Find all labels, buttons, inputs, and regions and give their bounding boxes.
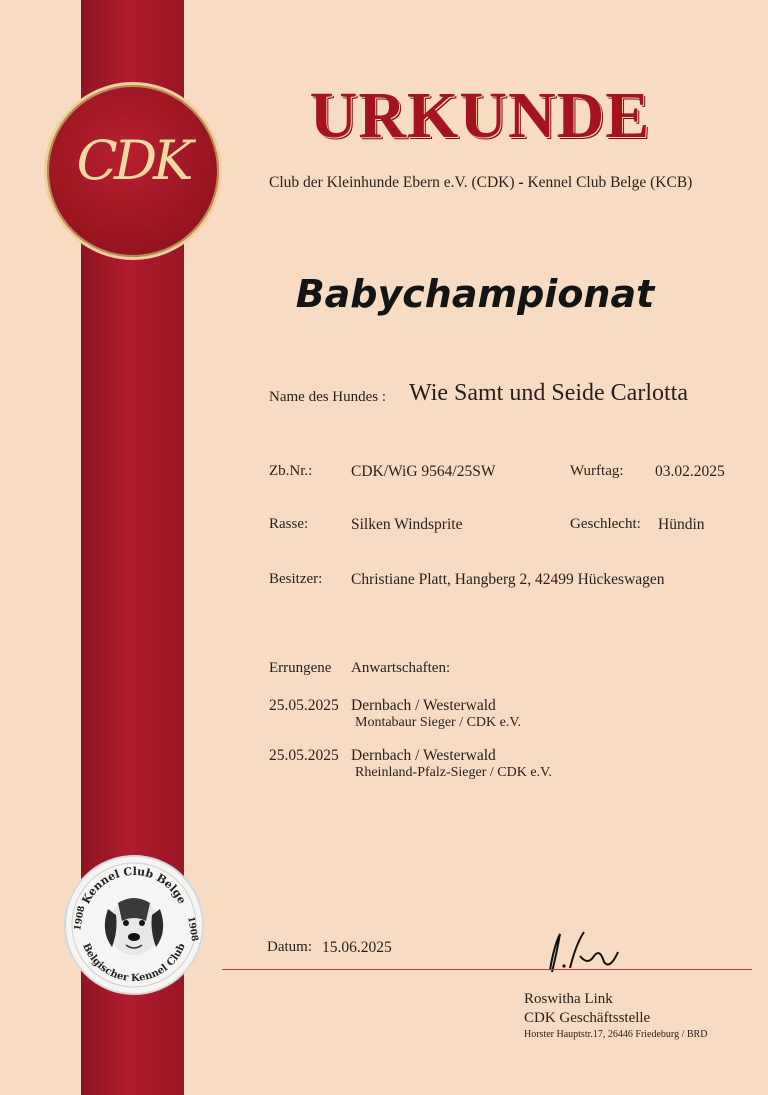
- seal-bottom-text: Belgischer Kennel Club: [80, 941, 188, 985]
- awards-label-1: Errungene: [269, 660, 332, 676]
- dog-name: Wie Samt und Seide Carlotta: [409, 380, 688, 406]
- rasse-label: Rasse:: [269, 516, 309, 532]
- certificate-heading: Babychampionat: [295, 272, 655, 316]
- wurftag-value: 03.02.2025: [655, 463, 725, 480]
- geschlecht-value: Hündin: [658, 516, 705, 533]
- subtitle-club: Club der Kleinhunde Ebern e.V. (CDK): [269, 174, 515, 191]
- signer-role: CDK Geschäftsstelle: [524, 1010, 651, 1026]
- award-date: 25.05.2025: [269, 697, 339, 714]
- awards-label-2: Anwartschaften:: [351, 660, 451, 676]
- name-label: Name des Hundes :: [269, 389, 387, 405]
- datum-value: 15.06.2025: [322, 939, 392, 956]
- cdk-logo: [44, 82, 222, 260]
- award-title: Rheinland-Pfalz-Sieger / CDK e.V.: [355, 765, 552, 780]
- seal-year-right: 1908: [185, 915, 200, 943]
- geschlecht-label: Geschlecht:: [570, 516, 641, 532]
- signature-line: [222, 969, 752, 970]
- kennel-club-seal: [64, 855, 204, 995]
- logo-monogram: CDK: [76, 129, 190, 192]
- seal-year-left: 1908: [73, 905, 88, 932]
- award-date: 25.05.2025: [269, 747, 339, 764]
- signer-address: Horster Hauptstr.17, 26446 Friedeburg / BRD: [524, 1029, 708, 1040]
- besitzer-label: Besitzer:: [269, 571, 323, 587]
- award-place: Dernbach / Westerwald: [351, 747, 496, 764]
- subtitle-separator: -: [514, 174, 528, 191]
- zb-label: Zb.Nr.:: [269, 463, 313, 479]
- award-place: Dernbach / Westerwald: [351, 697, 496, 714]
- subtitle-kennel: Kennel Club Belge (KCB): [527, 174, 693, 191]
- signer-name: Roswitha Link: [524, 991, 613, 1007]
- datum-label: Datum:: [267, 939, 312, 955]
- rasse-value: Silken Windsprite: [351, 516, 463, 533]
- document-title: URKUNDE: [309, 79, 651, 152]
- dog-head-icon: [96, 887, 172, 963]
- award-title: Montabaur Sieger / CDK e.V.: [355, 715, 522, 730]
- zb-value: CDK/WiG 9564/25SW: [351, 463, 496, 480]
- seal-top-text: Kennel Club Belge: [79, 864, 189, 907]
- wurftag-label: Wurftag:: [570, 463, 624, 479]
- club-subtitle: [269, 174, 729, 192]
- besitzer-value: Christiane Platt, Hangberg 2, 42499 Hückeswagen: [351, 571, 665, 588]
